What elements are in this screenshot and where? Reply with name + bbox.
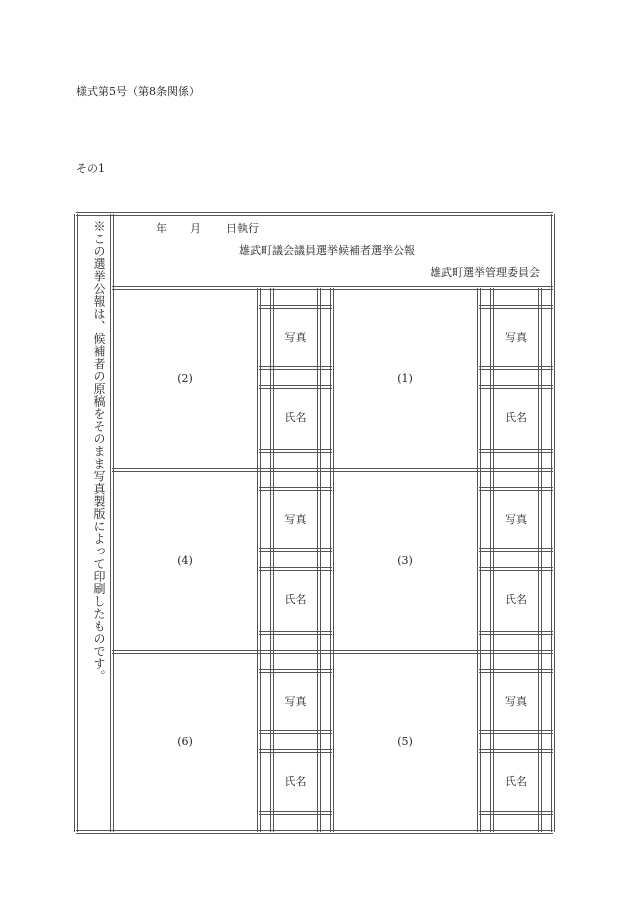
header-day-exec: 日執行 — [226, 222, 259, 235]
candidate-number: (5) — [397, 735, 413, 748]
name-label: 氏名 — [505, 411, 527, 424]
photo-label: 写真 — [505, 695, 527, 708]
name-label: 氏名 — [505, 775, 527, 788]
section-label: その1 — [76, 162, 105, 175]
candidate-number: (2) — [177, 372, 193, 385]
candidate-number: (4) — [177, 554, 193, 567]
header-title: 雄武町議会議員選挙候補者選挙公報 — [239, 244, 415, 257]
photo-label: 写真 — [505, 513, 527, 526]
photo-label: 写真 — [284, 331, 307, 344]
form-number: 様式第5号（第8条関係） — [76, 85, 200, 98]
side-note: ※この選挙公報は、候補者の原稿をそのまま写真製版によって印刷したものです。 — [92, 220, 106, 683]
name-label: 氏名 — [284, 775, 307, 788]
photo-label: 写真 — [284, 695, 307, 708]
candidate-number: (3) — [397, 554, 413, 567]
candidate-number: (6) — [177, 735, 193, 748]
header-year: 年 — [156, 222, 167, 235]
candidate-number: (1) — [397, 372, 413, 385]
header-issuer: 雄武町選挙管理委員会 — [430, 266, 540, 279]
name-label: 氏名 — [284, 411, 307, 424]
header-month: 月 — [190, 222, 201, 235]
photo-label: 写真 — [284, 513, 307, 526]
name-label: 氏名 — [505, 593, 527, 606]
name-label: 氏名 — [284, 593, 307, 606]
photo-label: 写真 — [505, 331, 527, 344]
